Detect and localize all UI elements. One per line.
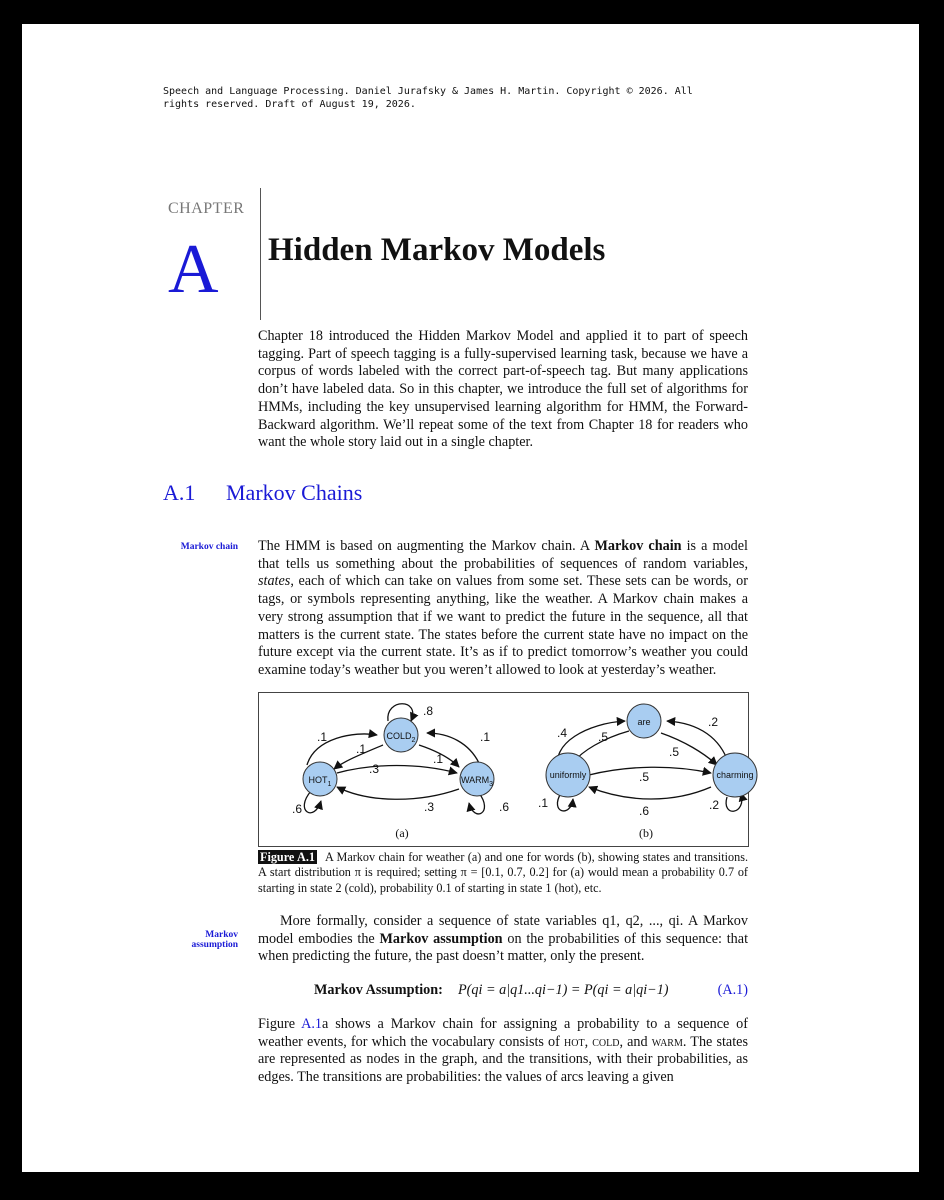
vocab-cold: cold: [592, 1033, 620, 1050]
final-paragraph: [258, 1016, 748, 1087]
node-cold-label: $COLD_2$: [386, 731, 416, 744]
vocab-warm: warm: [651, 1033, 683, 1050]
prob-uniformly-to-charming: .5: [639, 770, 650, 784]
chapter-divider: [260, 188, 261, 320]
prob-hot-self: .6: [292, 802, 303, 816]
markov-chain-diagrams: [259, 693, 754, 846]
chapter-title: Hidden Markov Models: [268, 232, 606, 268]
section-title: Markov Chains: [226, 480, 363, 505]
edge-uniformly-to-charming: [589, 767, 711, 775]
mc-term: Markov chain: [594, 538, 682, 554]
figure-caption: [258, 850, 748, 896]
mc-text-3: , each of which can take on values from some set. These sets can be words, or tags, or symbols representing anything, like the weather. A Markov chain makes a very strong assumption that if we want to predict the future in the sequence, all that matters is the current state. The states before the current state have no impact on the future except via the current state. It’s as if to predict tomorrow’s weather you could examine today’s weather but you weren’t allowed to look at yesterday’s weather.: [258, 573, 748, 678]
header-line-2: rights reserved. Draft of August 19, 2026.: [163, 99, 416, 110]
formal-paragraph: [258, 913, 748, 966]
prob-hot-to-cold: .1: [317, 730, 328, 744]
prob-uniformly-self: .1: [538, 796, 549, 810]
margin-note-line-1: Markov: [205, 930, 238, 940]
header-line-1: Speech and Language Processing. Daniel Jurafsky & James H. Martin. Copyright © 2026. All: [163, 86, 693, 97]
figure-caption-text: A Markov chain for weather (a) and one for words (b), showing states and transitions. A start distribution π is required; setting π = [0.1, 0.7, 0.2] for (a) would mean a probability 0.7 of starting in state 2 (cold), probability 0.1 of starting in state 1 (hot), etc.: [258, 850, 749, 895]
prob-warm-to-hot: .3: [424, 800, 435, 814]
final-sep-2: , and: [619, 1033, 652, 1050]
prob-charming-to-uniformly: .6: [639, 804, 650, 818]
diagram-a: [292, 704, 509, 840]
margin-note-markov-assumption: [162, 930, 238, 950]
formal-term: Markov assumption: [379, 930, 503, 947]
section-heading: [163, 480, 362, 506]
document-page: [22, 24, 919, 1172]
prob-cold-to-warm: .1: [433, 752, 444, 766]
prob-hot-to-warm: .3: [369, 762, 380, 776]
margin-note-markov-chain: Markov chain: [180, 542, 238, 552]
final-sep-1: ,: [584, 1033, 593, 1050]
running-header: [163, 85, 763, 111]
prob-cold-self: .8: [423, 704, 434, 718]
margin-note-line-2: assumption: [191, 940, 238, 950]
final-text-3: . The states are represented as nodes in the graph, and the transitions, with their probabilities, as edges. The transitions are probabilities: the values of arcs leaving a given: [258, 1033, 748, 1086]
markov-chain-paragraph: [258, 538, 748, 680]
node-warm-label: $WARM_3$: [460, 775, 494, 788]
equation-body: P(qi = a|q1...qi−1) = P(qi = a|qi−1): [458, 982, 669, 998]
node-hot-label: $HOT_1$: [308, 775, 332, 788]
intro-paragraph: Chapter 18 introduced the Hidden Markov Model and applied it to part of speech tagging. Part of speech tagging is a fully-supervised learning task, because we have a corpus of words labeled with the correct part-of-speech tag. But many applications don’t have labeled data. So in this chapter, we introduce the full set of algorithms for HMMs, including the key unsupervised learning algorithm for HMM, the Forward-Backward algorithm. We’ll repeat some of the text from Chapter 18 for readers who want the whole story laid out in a single chapter.: [258, 328, 748, 451]
prob-cold-to-hot: .1: [356, 742, 367, 756]
equation-name: Markov Assumption:: [314, 982, 443, 998]
formal-text-1: More formally, consider a sequence of state variables q1, q2, ..., qi. A Markov model embodies the: [258, 913, 748, 947]
prob-are-to-charming: .5: [669, 745, 680, 759]
section-number: A.1: [163, 480, 196, 505]
prob-charming-to-are: .2: [708, 715, 719, 729]
prob-uniformly-to-are: .4: [557, 726, 568, 740]
edge-hot-to-warm: [337, 766, 457, 774]
sublabel-a: (a): [395, 826, 409, 840]
mc-emph-states: states: [258, 573, 291, 590]
figure-tag: Figure A.1: [260, 850, 315, 864]
prob-charming-self: .2: [709, 798, 720, 812]
prob-warm-self: .6: [499, 800, 510, 814]
chapter-label: CHAPTER: [168, 200, 245, 217]
node-uniformly-label: uniformly: [549, 770, 587, 780]
node-are-label: are: [637, 717, 651, 727]
mc-text-1: The HMM is based on augmenting the Markov chain. A: [258, 538, 595, 554]
figure-reference-link[interactable]: A.1: [301, 1016, 323, 1032]
formal-text-2: on the probabilities of this sequence: that when predicting the future, the past doesn’t matter, only the present.: [258, 930, 749, 965]
edge-charming-to-uniformly: [589, 787, 711, 799]
chapter-letter: A: [168, 231, 219, 308]
diagram-b: [538, 704, 757, 840]
node-charming-label: charming: [716, 770, 754, 780]
equation-number: (A.1): [717, 982, 748, 998]
final-text-1: Figure: [258, 1016, 302, 1032]
sublabel-b: (b): [639, 826, 653, 840]
prob-are-to-uniformly: .5: [598, 730, 609, 744]
vocab-hot: hot: [564, 1033, 585, 1050]
prob-warm-to-cold: .1: [480, 730, 491, 744]
final-text-2: a shows a Markov chain for assigning a probability to a sequence of weather events, for which the vocabulary consists of: [258, 1016, 748, 1050]
edge-warm-to-hot: [337, 787, 459, 799]
mc-text-2: is a model that tells us something about the probabilities of sequences of random variables,: [258, 538, 748, 572]
figure-a1: [258, 692, 754, 847]
